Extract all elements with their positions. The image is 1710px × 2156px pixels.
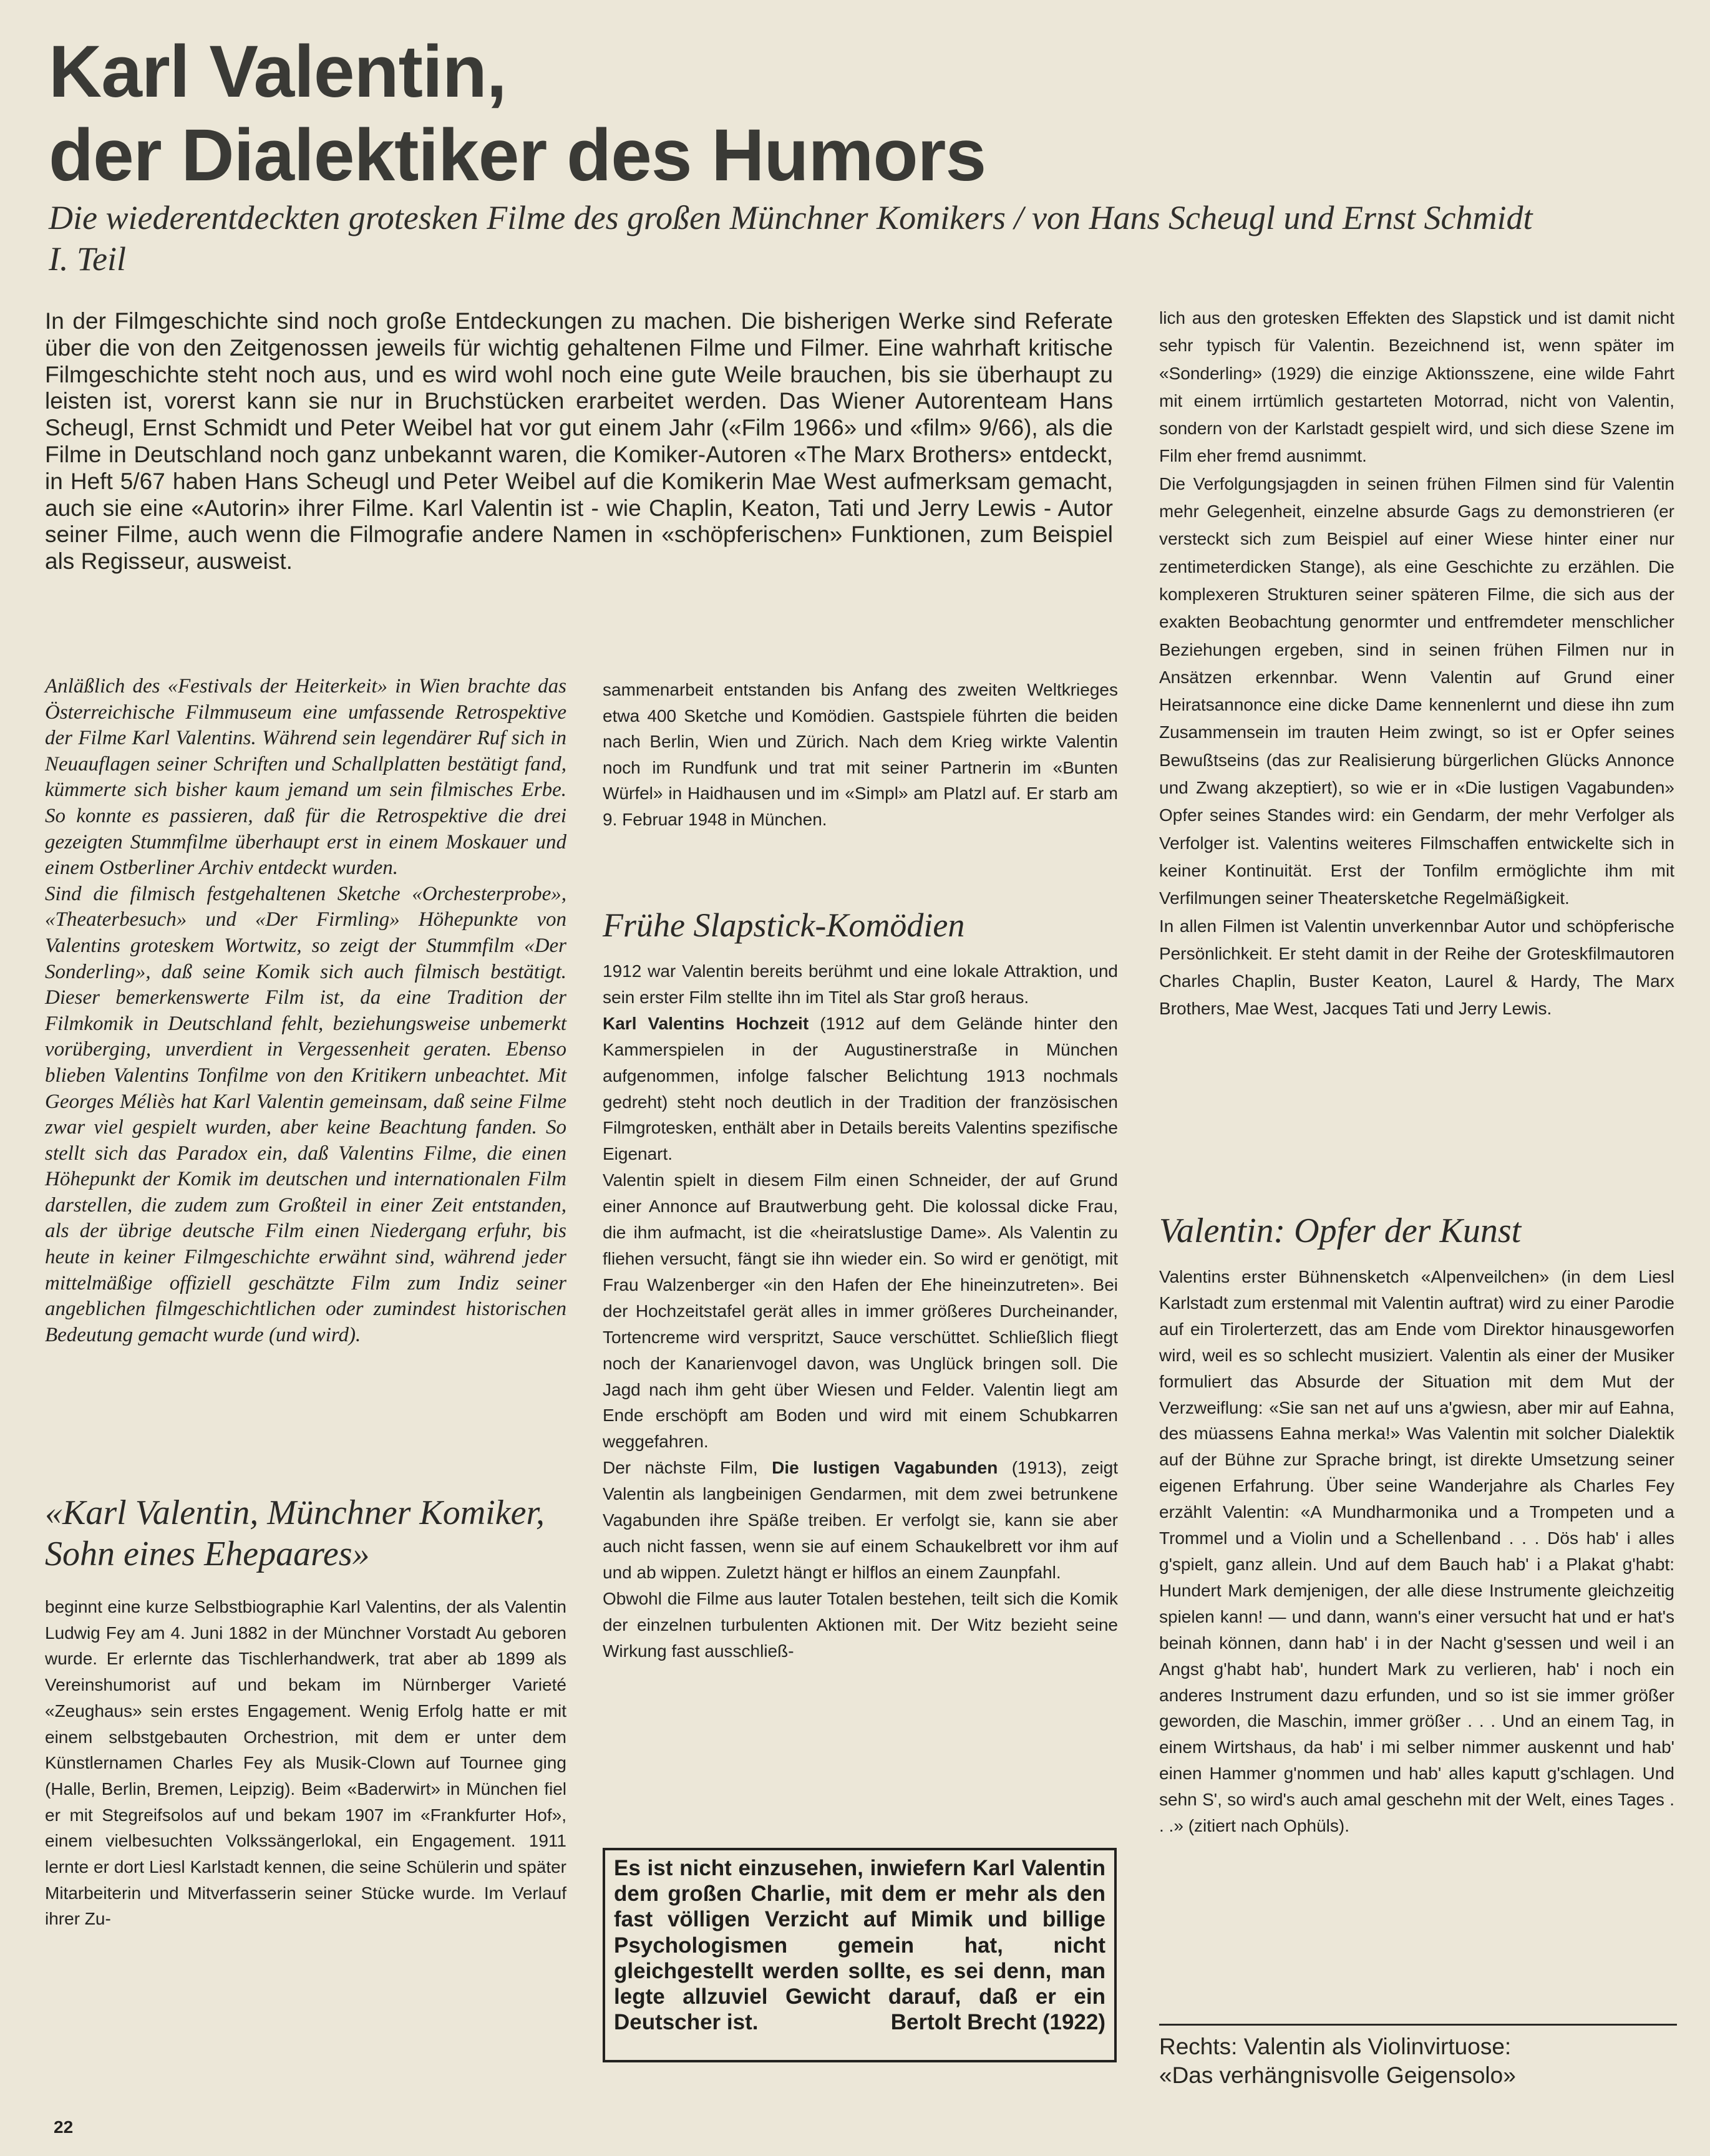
slapstick-paragraph-4-lead: Der nächste Film, — [603, 1458, 772, 1478]
quote-text: Es ist nicht einzusehen, inwiefern Karl Valentin dem großen Charlie, mit dem er mehr als den fast völligen Verzicht auf Mimik und billige Psychologismen gemein hat, nicht gleichgestellt werden sollte, es sei denn, man legte allzuviel Gewicht darauf, daß er ein Deutscher ist. — [614, 1856, 1105, 2035]
page-number: 22 — [54, 2117, 74, 2137]
column-3-body — [1159, 1264, 1674, 1839]
slapstick-paragraph-1: 1912 war Valentin bereits berühmt und eine lokale Attraktion, und sein erster Film stellte ihn im Titel als Star groß heraus. — [603, 961, 1118, 1007]
slapstick-paragraph-2 — [603, 1011, 1118, 1167]
intro-paragraph-2: Sind die filmisch festgehaltenen Sketche «Orchesterprobe», «Theaterbesuch» und «Der Firmling» Höhepunkte von Valentins groteskem Wortwitz, so zeigt der Stummfilm «Der Sonderling», daß seine Komik sich auch filmisch bestätigt. Dieser bemerkenswerte Film ist, da eine Tradition der Filmkomik in Deutschland fehlt, beziehungsweise unbemerkt vorüberging, unverdient in Vergessenheit geraten. Ebenso blieben Valentins Tonfilme von den Kritikern unbeachtet. Mit Georges Méliès hat Karl Valentin gemeinsam, daß seine Filme zwar viel gespielt wurden, aber keine Beachtung fanden. So stellt sich das Paradox ein, daß Valentins Filme, die einen Höhepunkt der Komik im deutschen und internationalen Film darstellen, die zudem zum Großteil in einer Zeit entstanden, als der übrige deutsche Film einen Niedergang erfuhr, bis heute in keiner Filmgeschichte erwähnt sind, während jeder mittelmäßige offiziell geschätzte Film zum Indiz seiner angeblichen filmgeschichtlichen oder zumindest historischen Bedeutung gemacht wurde (und wird). — [45, 882, 566, 1346]
slapstick-paragraph-4 — [603, 1455, 1118, 1586]
column-3-paragraph-2: Die Verfolgungsjagden in seinen frühen Filmen sind für Valentin mehr Gelegenheit, einzelne absurde Gags zu demonstrieren (er versteckt sich zum Beispiel auf einer Wiese hinter einer nur zentimeterdicken Stange), als eine Geschichte zu erzählen. Die komplexeren Strukturen seiner späteren Filme, die sich aus der exakten Beobachtung genormter und entfremdeter menschlicher Beziehungen ergeben, sind in seinen frühen Filmen nur in Ansätzen erkennbar. Wenn Valentin auf Grund einer Heiratsannonce eine dicke Dame kennenlernt und diese ihn zum Zusammensein im trauten Heim zwingt, so ist er Opfer seines Bewußtseins (das zur Realisierung bürgerlichen Glücks Annonce und Zwang akzeptiert), so wie er in «Die lustigen Vagabunden» Opfer seines Standes wird: ein Gendarm, der mehr Verfolger als Verfolger ist. Valentins weiteres Filmschaffen entwickelte sich in keiner Kontinuität. Erst der Tonfilm ermöglichte ihm mit Verfilmungen seiner Theatersketche Regelmäßigkeit. — [1159, 473, 1674, 908]
section-heading-slapstick: Frühe Slapstick-Komödien — [603, 906, 965, 944]
opfer-paragraph: Valentins erster Bühnensketch «Alpenveilchen» (in dem Liesl Karlstadt zum erstenmal mit Valentin auftrat) wird zu einer Parodie auf ein Tirolerterzett, das am Ende vom Direktor hinausgeworfen wird, weil es so schlecht musiziert. Valentin als einer der Musiker formuliert das Absurde der Situation mit dem Mut der Verzweiflung: «Sie san net auf uns a'gwiesn, aber mir auf Eahna, des müassens Eahna merka!» Was Valentin mit solcher Dialektik auf der Bühne zur Sprache bringt, ist direkte Umsetzung seiner eigenen Erfahrung. Über seine Wanderjahre als Charles Fey erzählt Valentin: «A Mundharmonika und a Trompeten und a Trommel und a Violin und a Schellenband . . . Dös hab' i alles g'spielt, ganz allein. Und auf dem Bauch hab' i a Plakat g'habt: Hundert Mark demjenigen, der alle diese Instrumente gleichzeitig spielen kann! — und dann, wann's einer versucht hat und er hat's beinah können, dann hab' i in der Nacht g'sessen und weil i an Angst g'habt hab', hundert Mark zu verlieren, hab' i noch ein anderes Instrument dazu erfunden, und so ist sie immer größer geworden, die Maschin, immer größer . . . Und an einem Tag, in einem Wirtshaus, da hab' i mi selber nimmer auskennt und hab' einen Hammer g'nommen und hab' alles kaputt g'schlagen. Und sehn S', so wird's auch amal geschehn mit der Welt, eines Tages . . .» (zitiert nach Ophüls). — [1159, 1267, 1674, 1836]
column-3-paragraph-1: lich aus den grotesken Effekten des Slapstick und ist damit nicht sehr typisch für Valentin. Bezeichnend ist, wenn später im «Sonderling» (1929) die einzige Aktionsszene, eine wilde Fahrt mit einem irrtümlich gestarteten Motorrad, nicht von Valentin, sondern von der Karlstadt gespielt wird, und sich diese Szene im Film eher fremd ausnimmt. — [1159, 308, 1674, 466]
intro-paragraph-1: Anläßlich des «Festivals der Heiterkeit» in Wien brachte das Österreichische Filmmuseum eine umfassende Retrospektive der Filme Karl Valentins. Während sein legendärer Ruf sich in Neuauflagen seiner Schriften und Schallplatten bestätigt fand, kümmerte sich bisher kaum jemand um sein filmisches Erbe. So konnte es passieren, daß für die Retrospektive die drei gezeigten Stummfilme überhaupt erst in einem Moskauer und einem Ostberliner Archiv entdeckt wurden. — [45, 675, 566, 880]
slapstick-paragraph-4-text: (1913), zeigt Valentin als langbeinigen Gendarmen, mit dem zwei betrunkene Vagabunden ihre Späße treiben. Er verfolgt sie, kann sie aber auch nicht fassen, wenn sie auf einem Schaukelbrett vor ihm auf und ab wippen. Zuletzt hängt er hilflos an einem Zaunpfahl. — [603, 1458, 1119, 1582]
photo-caption — [1159, 2032, 1677, 2090]
slapstick-paragraph-3: Valentin spielt in diesem Film einen Schneider, der auf Grund einer Annonce auf Brautwerbung geht. Die kolossal dicke Frau, die ihm aufmacht, ist die «heiratslustige Dame». Als Valentin zu fliehen versucht, fängt sie ihn wieder ein. So wird er genötigt, mit Frau Walzenberger «in den Hafen der Ehe hineinzutreten». Bei der Hochzeitstafel gerät alles in immer größeres Durcheinander, Tortencreme wird verspritzt, Sauce verschüttet. Schließlich fliegt noch der Kanarienvogel davon, was Unglück bringen soll. Die Jagd nach ihm geht über Wiesen und Felder. Valentin liegt am Ende erschöpft am Boden und wird mit einem Schubkarren weggefahren. — [603, 1170, 1118, 1452]
lead-paragraph: In der Filmgeschichte sind noch große Entdeckungen zu machen. Die bisherigen Werke sind Referate über die von den Zeitgenossen jeweils für wichtig gehaltenen Filme und Filmer. Eine wahrhaft kritische Filmgeschichte steht noch aus, und es wird wohl noch eine gute Weile brauchen, bis sie überhaupt zu leisten ist, vorerst kann sie nur in Bruchstücken erarbeitet werden. Das Wiener Autorenteam Hans Scheugl, Ernst Schmidt und Peter Weibel hat vor gut einem Jahr («Film 1966» und «film» 9/66), als die Filme in Deutschland noch ganz unbekannt waren, die Komiker-Autoren «The Marx Brothers» entdeckt, in Heft 5/67 haben Hans Scheugl und Peter Weibel auf die Komikerin Mae West aufmerksam gemacht, auch sie eine «Autorin» ihrer Filme. Karl Valentin ist - wie Chaplin, Keaton, Tati und Jerry Lewis - Autor seiner Filme, auch wenn die Filmografie andere Namen in «schöpferischen» Funktionen, zum Beispiel als Regisseur, ausweist. — [45, 308, 1113, 575]
subtitle-line-2: I. Teil — [49, 240, 127, 278]
column-2-body — [603, 958, 1118, 1664]
title-line-2: der Dialektiker des Humors — [49, 114, 986, 197]
continuation-paragraph: sammenarbeit entstanden bis Anfang des zweiten Weltkrieges etwa 400 Sketche und Komödien. Gastspiele führten die beiden nach Berlin, Wien und Zürich. Nach dem Krieg wirkte Valentin noch im Rundfunk und trat mit seiner Partnerin im «Bunten Würfel» in Haidhausen und im «Simpl» am Platzl auf. Er starb am 9. Februar 1948 in München. — [603, 680, 1118, 829]
quote-author: Bertolt Brecht (1922) — [890, 2010, 1105, 2035]
column-2-continuation — [603, 677, 1118, 833]
subtitle-line-1: Die wiederentdeckten grotesken Filme des großen Münchner Komikers / von Hans Scheugl und Ernst Schmidt — [49, 199, 1533, 236]
section-heading-opfer: Valentin: Opfer der Kunst — [1159, 1212, 1522, 1250]
brecht-quote-box — [603, 1848, 1117, 2062]
film-title-vagabunden: Die lustigen Vagabunden — [772, 1458, 998, 1478]
column-3-paragraph-3: In allen Filmen ist Valentin unverkennbar Autor und schöpferische Persönlichkeit. Er steht damit in der Reihe der Groteskfilmautoren Charles Chaplin, Buster Keaton, Laurel & Hardy, The Marx Brothers, Mae West, Jacques Tati und Jerry Lewis. — [1159, 916, 1674, 1019]
article-title — [49, 30, 1671, 197]
column-3-top — [1159, 304, 1674, 1023]
caption-line-1: Rechts: Valentin als Violinvirtuose: — [1159, 2034, 1512, 2059]
article-subtitle — [49, 197, 1671, 279]
title-line-1: Karl Valentin, — [49, 31, 507, 113]
column-1-intro — [45, 674, 566, 1348]
slapstick-paragraph-5: Obwohl die Filme aus lauter Totalen bestehen, teilt sich die Komik der einzelnen turbulenten Aktionen mit. Der Witz bezieht seine Wirkung fast ausschließ- — [603, 1588, 1118, 1661]
section-heading-karl-valentin: «Karl Valentin, Münchner Komiker, Sohn eines Ehepaares» — [45, 1493, 545, 1573]
caption-divider — [1159, 2024, 1677, 2026]
slapstick-paragraph-2-text: (1912 auf dem Gelände hinter den Kammerspielen in der Augustinerstraße in München aufgenommen, infolge falscher Belichtung 1913 nochmals gedreht) steht noch deutlich in der Tradition der französischen Filmgrotesken, enthält aber in Details bereits Valentins spezifische Eigenart. — [603, 1013, 1118, 1164]
film-title-hochzeit: Karl Valentins Hochzeit — [603, 1013, 809, 1033]
column-1-body — [45, 1594, 566, 1932]
biography-paragraph: beginnt eine kurze Selbstbiographie Karl Valentins, der als Valentin Ludwig Fey am 4. Juni 1882 in der Münchner Vorstadt Au geboren wurde. Er erlernte das Tischlerhandwerk, trat aber ab 1899 als Vereinshumorist auf und bekam im Nürnberger Varieté «Zeughaus» sein erstes Engagement. Wenig Erfolg hatte er mit einem selbstgebauten Orchestrion, mit dem er unter dem Künstlernamen Charles Fey als Musik-Clown auf Tournee ging (Halle, Berlin, Bremen, Leipzig). Beim «Baderwirt» in München fiel er mit Stegreifsolos auf und bekam 1907 im «Frankfurter Hof», einem vielbesuchten Volkssängerlokal, ein Engagement. 1911 lernte er dort Liesl Karlstadt kennen, die seine Schülerin und später Mitarbeiterin und Mitverfasserin seiner Stücke wurde. Im Verlauf ihrer Zu- — [45, 1597, 566, 1929]
caption-line-2: «Das verhängnisvolle Geigensolo» — [1159, 2062, 1516, 2088]
